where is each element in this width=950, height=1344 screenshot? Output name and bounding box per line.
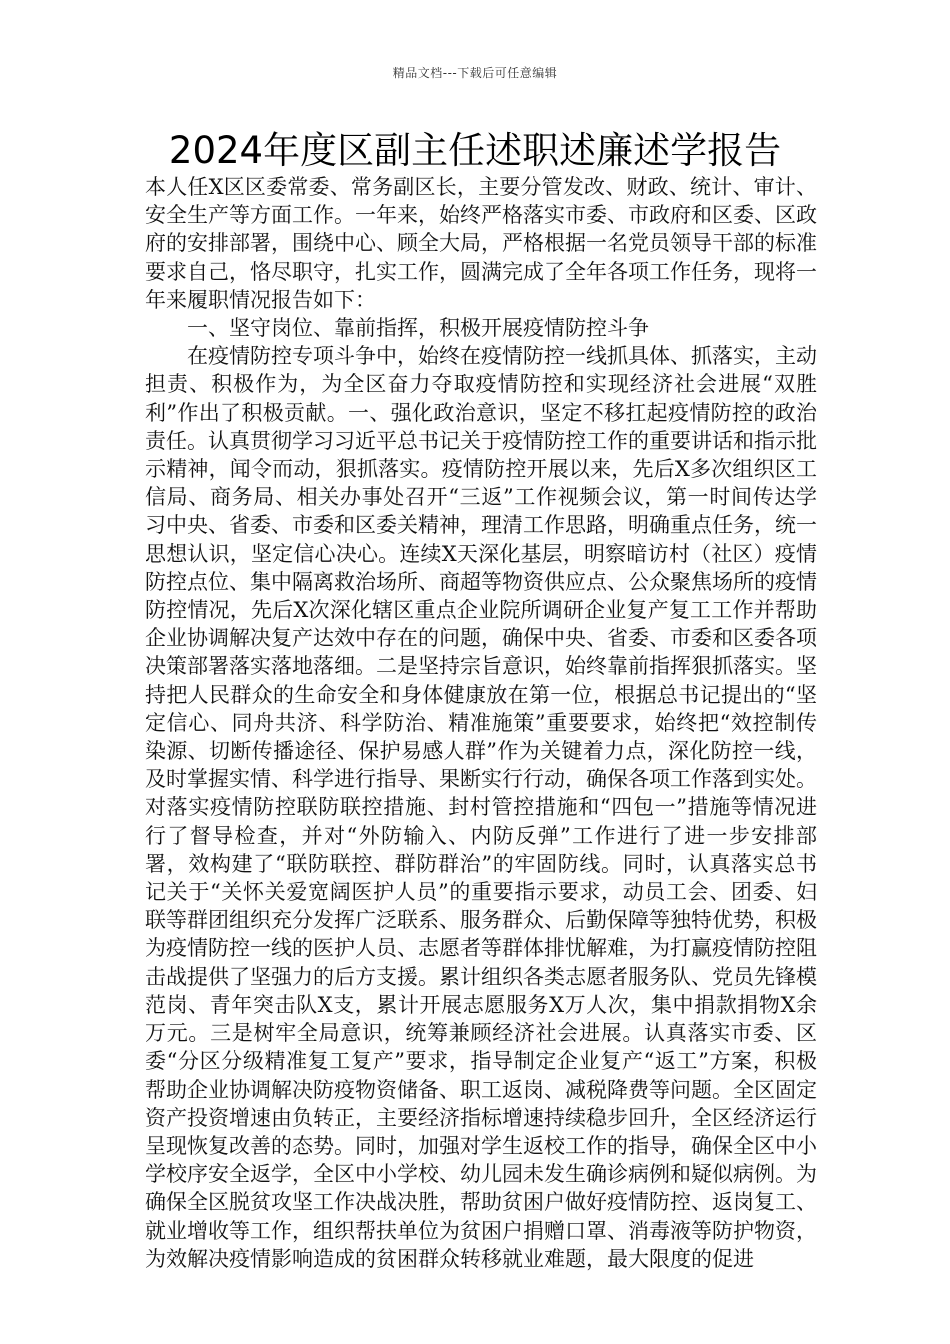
document-title: 2024年度区副主任述职述廉述学报告 [168,129,782,172]
body-paragraph: 在疫情防控专项斗争中，始终在疫情防控一线抓具体、抓落实，主动担责、积极作为，为全区奋力夺取疫情防控和实现经济社会进展“双胜利”作出了积极贡献。一、强化政治意识，坚定不移扛起疫情防控的政治责任。认真贯彻学习习近平总书记关于疫情防控工作的重要讲话和指示批示精神，闻令而动，狠抓落实。疫情防控开展以来，先后X多次组织区工信局、商务局、相关办事处召开“三返”工作视频会议，第一时间传达学习中央、省委、市委和区委关精神，理清工作思路，明确重点任务，统一思想认识，坚定信心决心。连续X天深化基层，明察暗访村（社区）疫情防控点位、集中隔离救治场所、商超等物资供应点、公众聚焦场所的疫情防控情况，先后X次深化辖区重点企业院所调研企业复产复工工作并帮助企业协调解决复产达效中存在的问题，确保中央、省委、市委和区委各项决策部署落实落地落细。二是坚持宗旨意识，始终靠前指挥狠抓落实。坚持把人民群众的生命安全和身体健康放在第一位，根据总书记提出的“坚定信心、同舟共济、科学防治、精准施策”重要要求，始终把“效控制传染源、切断传播途径、保护易感人群”作为关键着力点，深化防控一线，及时掌握实情、科学进行指导、果断实行行动，确保各项工作落到实处。对落实疫情防控联防联控措施、封村管控措施和“四包一”措施等情况进行了督导检查，并对“外防输入、内防反弹”工作进行了进一步安排部署，效构建了“联防联控、群防群治”的牢固防线。同时，认真落实总书记关于“关怀关爱宽阔医护人员”的重要指示要求，动员工会、团委、妇联等群团组织充分发挥广泛联系、服务群众、后勤保障等独特优势，积极为疫情防控一线的医护人员、志愿者等群体排忧解难，为打赢疫情防控阻击战提供了坚强力的后方支援。累计组织各类志愿者服务队、党员先锋模范岗、青年突击队X支，累计开展志愿服务X万人次，集中捐款捐物X余万元。三是树牢全局意识，统筹兼顾经济社会进展。认真落实市委、区委“分区分级精准复工复产”要求，指导制定企业复产“返工”方案，积极帮助企业协调解决防疫物资储备、职工返岗、减税降费等问题。全区固定资产投资增速由负转正，主要经济指标增速持续稳步回升，全区经济运行呈现恢复改善的态势。同时，加强对学生返校工作的指导，确保全区中小学校序安全返学，全区中小学校、幼儿园未发生确诊病例和疑似病例。为确保全区脱贫攻坚工作决战决胜，帮助贫困户做好疫情防控、返岗复工、就业增收等工作，组织帮扶单位为贫困户捐赠口罩、消毒液等防护物资，为效解决疫情影响造成的贫困群众转移就业难题，最大限度的促进 [145,344,817,1271]
header-note: 精品文档---下载后可任意编辑 [392,66,558,80]
section-heading: 一、坚守岗位、靠前指挥，积极开展疫情防控斗争 [187,316,649,341]
document-body [145,173,817,1273]
intro-paragraph: 本人任X区区委常委、常务副区长，主要分管发改、财政、统计、审计、安全生产等方面工作。一年来，始终严格落实市委、市政府和区委、区政府的安排部署，围绕中心、顾全大局，严格根据一名党员领导干部的标准要求自己，恪尽职守，扎实工作，圆满完成了全年各项工作任务，现将一年来履职情况报告如下： [145,175,817,312]
